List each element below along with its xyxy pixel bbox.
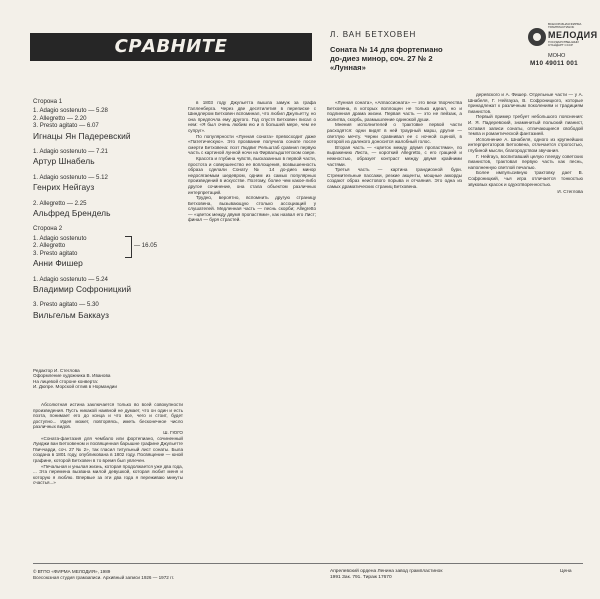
col1-paragraph: Красота и глубина чувств, высказанных в первой части, простота и совершенство ее воплощения, возвышенность образа сделали Сонату № 14 до-диез минор недосягаемым шедевром, одним из самых популярных произведений в искусстве. Поэтому, более чем какое-либо другое сочинение, она стала объектом различных интерпретаций.	[188, 155, 316, 195]
track-entry: 1. Adagio sostenuto — 5.12	[33, 173, 108, 181]
logo-small-bottom: ГОСУДАРСТВЕННЫЙ СТАНДАРТ СССР	[548, 40, 579, 48]
performer-group	[33, 276, 173, 294]
performer-group	[33, 301, 173, 319]
melodiya-logo	[528, 22, 598, 50]
performer-name: Генрих Нейгауз	[33, 182, 95, 193]
performer-group	[33, 200, 173, 218]
work-line-2: до-диез минор, соч. 27 № 2	[330, 54, 433, 63]
track-entry: 1. Adagio sostenuto — 7.21	[33, 148, 108, 156]
performer-name: Владимир Софроницкий	[33, 283, 132, 294]
footer-copyright	[33, 569, 223, 580]
tracklist	[33, 92, 173, 327]
left-paragraph-2: «Соната-фантазия для чембало или фортепиано, сочиненный Луиджи ван Бетховеном и посвященная барышне графине Джульетте Гвиччарди, соч. 27 № 2», так гласил титульный лист сонаты. Была создана в 1801 году, опубликована в 1802 году. Посвящение — юной графине, которой Бетховен в то время был увлечен.	[33, 435, 183, 463]
track-entry: 2. Allegretto — 2.20	[33, 114, 87, 122]
performer-name: Артур Шнабель	[33, 156, 95, 167]
col3-paragraph: Первый пример требует небольшого пояснения: И. Я. Падеревский, знаменитый польский пианист, оставил записи сонаты, отличающиеся свободой темпа и романтической фантазией.	[468, 114, 583, 137]
bracket-duration: — 16.05	[134, 241, 158, 249]
col2-paragraph: Мнения исполнителей о трактовке первой части расходятся: одни видят в ней траурный марш, другие — светлую мечту. Черни сравнивал ее с ночной сценой, в которой из далекого доносится жалобный голос.	[327, 122, 462, 145]
performer-name: Вильгельм Баккауз	[33, 309, 110, 320]
performer-name: Альфред Брендель	[33, 208, 111, 219]
side-2-label: Сторона 2	[33, 225, 63, 233]
track-entry: 3. Presto agitato	[33, 249, 78, 257]
col1-paragraph: Трудно, вероятно, вспомнить другую страницу Бетховена, вызывающую столько ассоциаций у слушателей. Медленная часть — песнь скорби; Allegretto — «цветок между двумя пропастями», как назвал его Лист; финал — буря страстей.	[188, 195, 316, 223]
track-entry: 1. Adagio sostenuto	[33, 234, 87, 242]
track-entry: 2. Allegretto — 2.25	[33, 199, 87, 207]
performer-name: Игнацы Ян Падеревский	[33, 130, 131, 141]
col1-paragraph: По популярности «Лунная соната» превосходит даже «Патетическую». Это прозвание получила сонате после смерти Бетховена: поэт Людвиг Рельштаб сравнил первую часть с картиной лунной ночи на Фирвальдштетском озере.	[188, 133, 316, 156]
performer-name: Анни Фишер	[33, 258, 83, 269]
footer-plant-line: Апрелевский ордена Ленина завод грампластинок	[330, 569, 443, 574]
credit-cover-painting: И. Дюпре. Морской отлив в Нормандии	[33, 384, 117, 390]
col3-paragraph: Г. Нейгауз, воспитавший целую плеяду советских пианистов, трактовал первую часть как песнь, наполненную светлой печалью.	[468, 153, 583, 170]
epigraph-signature: Ш. ГЮГО	[163, 429, 183, 435]
track-entry: 1. Adagio sostenuto — 5.24	[33, 275, 108, 283]
col2-paragraph: Вторая часть — «цветок между двумя пропастями», по выражению Листа, — короткий Allegretto, с его грацией и нежностью, образует контраст между двумя крайними частями.	[327, 144, 462, 167]
footer-order-line: 1991 Зак. 791. Тираж 17670	[330, 574, 392, 580]
mono-label: МОНО	[548, 53, 566, 59]
performer-group	[33, 174, 173, 192]
performer-group	[33, 107, 173, 140]
col3-paragraph: деревского и А. Фишер. Отдельные части — у А. Шнабеля, Г. Нейгауза, В. Софроницкого, которые принадлежат к различным поколениям и традициям пианистов.	[468, 92, 583, 114]
logo-disc-icon	[528, 28, 546, 46]
track-entry: 1. Adagio sostenuto — 5.28	[33, 107, 108, 115]
credits	[33, 368, 183, 390]
col3-paragraph: Более импульсивную трактовку дает В. Софроницкий, чья игра отличается тонкостью звуковых красок и одухотворенностью.	[468, 170, 583, 187]
credit-designer: Оформление художника В. Иванова	[33, 373, 111, 379]
track-entry: 2. Allegretto	[33, 242, 66, 250]
left-paragraph-3: «Печальная и унылая жизнь, которая продолжается уже два года, ... Эта перемена вызвана милой девушкой, которая любит меня и которую я люблю. Впервые за эти два года я переживаю минуты счастья...»	[33, 463, 183, 486]
text-column-3	[468, 92, 583, 562]
footer-price-label: Цена	[560, 569, 572, 574]
footer-copyright-line: © ВТПО «ФИРМА МЕЛОДИЯ», 1989	[33, 569, 111, 574]
catalog-number: М10 49011 001	[530, 60, 578, 67]
text-column-1	[188, 100, 316, 562]
col2-paragraph: «Лунная соната», «Аппассионата» — это вехи творчества Бетховена, в которых воплощен не только идеал, но и подлинная драма жизни. Первая часть — это не пейзаж, а молитва, скорбь, размышление одинокой души.	[327, 100, 462, 122]
footer-divider	[33, 563, 583, 564]
col1-paragraph: в 1803 году Джульетта вышла замуж за графа Галленберга. Через две десятилетия в переписке с Шиндлером Бетховен вспоминал, что любил Джульетту, но она предпочла ему другого. Год спустя Бетховен писал о нем: «Я был очень любим ею и в большей мере, чем ее супруг».	[188, 100, 316, 133]
work-line-3: «Лунная»	[330, 63, 366, 72]
logo-small-top: ВСЕСОЮЗНАЯ ФИРМА ГРАМПЛАСТИНОК	[548, 22, 582, 30]
text-column-2	[327, 100, 462, 562]
footer-studio-line: Всесоюзная студия грамзаписи. Архивный записи 1926 — 1972 гг.	[33, 574, 175, 580]
track-entry: 3. Presto agitato — 6.07	[33, 122, 99, 130]
footer-plant	[330, 569, 530, 581]
track-entry: 3. Presto agitato — 5.30	[33, 301, 99, 309]
logo-name: МЕЛОДИЯ	[548, 30, 598, 40]
epigraph: Абсолютная истина заключается только во всей совокупности произведения. Пусть никакой наивной не думает, что он один и есть поэта, понимает его до конца и что все, чего и стоит, будет доступно... Идея может, повторяясь, иметь бесконечное число различных видов.	[33, 402, 183, 430]
performer-group	[33, 235, 173, 268]
composer-name: Л. ВАН БЕТХОВЕН	[330, 30, 417, 39]
credit-editor: Редактор И. Стеглова	[33, 368, 80, 373]
author-signature: И. Стеглова	[557, 189, 583, 195]
side-1-label: Сторона 1	[33, 98, 63, 105]
col2-paragraph: Третья часть — картина грандиозной бури. Стремительные пассажи, резкие акценты, мощные аккорды создают образ неистового порыва и отчаяния. Это одна из самых драматических страниц Бетховена.	[327, 167, 462, 189]
col3-paragraph: Исполнение А. Шнабеля, одного из крупнейших интерпретаторов Бетховена, отличается строгостью, глубиной мысли, благородством звучания.	[468, 136, 583, 153]
banner-title: СРАВНИТЕ ИНТЕРПРЕТАЦИИ	[30, 33, 312, 61]
bracket-mark	[125, 236, 132, 258]
credit-cover-note: На лицевой стороне конверта:	[33, 378, 99, 384]
work-line-1: Соната № 14 для фортепиано	[330, 45, 443, 54]
performer-group	[33, 148, 173, 166]
left-text	[33, 402, 183, 486]
